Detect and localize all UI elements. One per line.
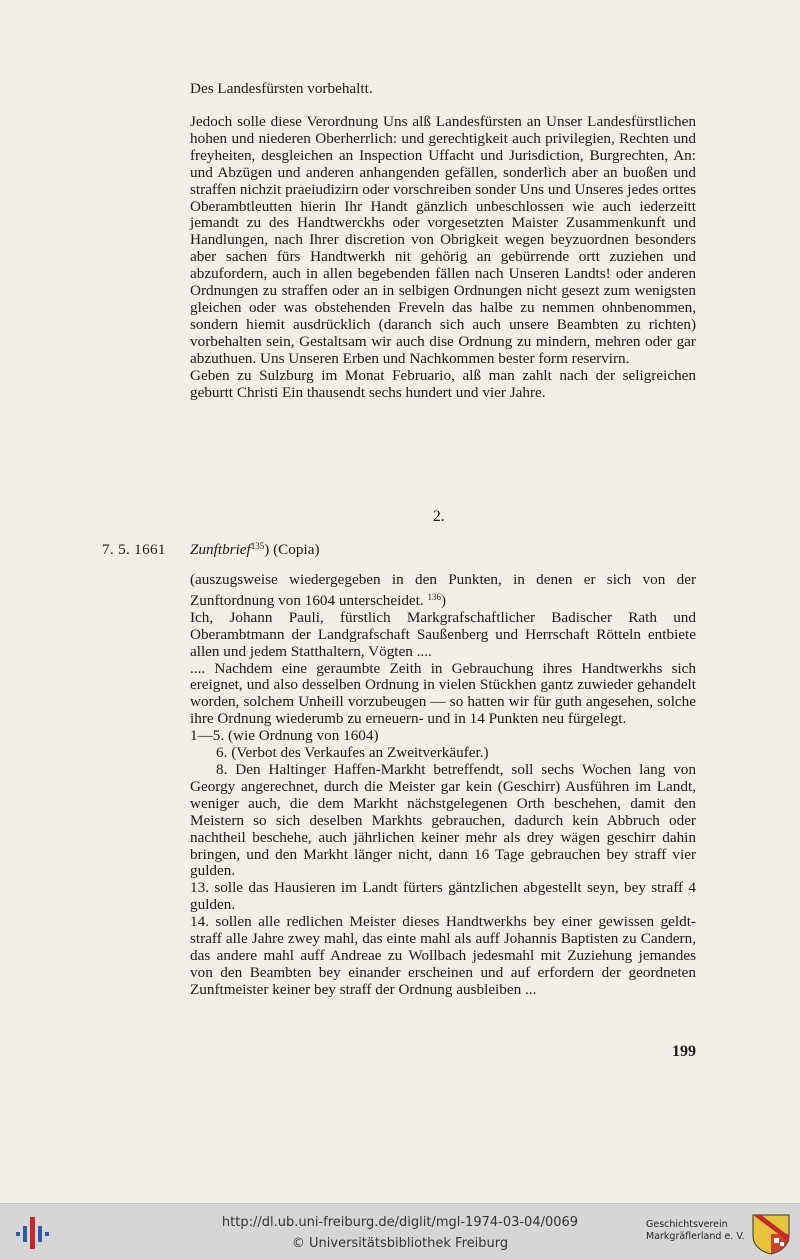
item-13: 13. solle das Hausieren im Landt fürters gäntzlichen abgestellt seyn, bey straff 4 gulden.	[190, 879, 696, 914]
header-line: Des Landesfürsten vorbehaltt.	[190, 80, 373, 97]
entry-title-suffix: ) (Copia)	[264, 541, 320, 558]
item-14: 14. sollen alle redlichen Meister dieses Handtwerkhs bey einer gewissen geldt-straff alle Jahre zwey mahl, das einte mahl als auff Johannis Baptisten zu Candern, das andere mahl auff Andreae zu Wollbach jedesmahl mit Zuziehung jemandes von den Beambten bey einander erscheinen und auf erfordern der geordneten Zunftmeister keiner bey straff der Ordnung ausbleiben ...	[190, 913, 696, 998]
paragraph-pauli: Ich, Johann Pauli, fürstlich Markgrafschaftlicher Badischer Rath und Oberambtmann der Landgrafschaft Saußenberg und Herrschaft Rötteln entbiete allen und jedem Statthaltern, Vögten ....	[190, 608, 696, 660]
ordinance-body	[190, 114, 696, 401]
viewer-footer	[0, 1203, 800, 1259]
section-number: 2.	[433, 508, 445, 525]
paragraph-nachdem: .... Nachdem eine geraumbte Zeith in Gebrauchung ihres Handtwerkhs sich ereignet, und also desselben Ordnung in vielen Stückhen gantz zuwieder gehandelt worden, solchem Unheill vorzubeugen — so hatten wir für guth angesehen, solche ihre Ordnung wiederumb zu erneuern- und in 14 Punkten neu fürgelegt.	[190, 659, 696, 728]
copyright-text: © Universitätsbibliothek Freiburg	[291, 1236, 509, 1251]
entry-title: Zunftbrief	[190, 541, 251, 558]
coat-of-arms-icon[interactable]	[750, 1212, 792, 1256]
intro-close: )	[440, 591, 447, 609]
society-name[interactable]	[646, 1219, 745, 1243]
footnote-ref-136[interactable]: 136	[427, 591, 441, 602]
paragraph-reservation: Jedoch solle diese Verordnung Uns alß Landesfürsten an Unser Landesfürstlichen hohen und niederen Oberherrlich: und gerechtigkeit auch privilegien, Rechten und freyheiten, desgleichen an Inspection Uffacht und Jurisdiction, Burgrechten, An: und Abzügen und anderen anhangenden gefällen, sonderlich aber an buoßen und straffen nichzit praeiudizirn oder vorschreiben sonder Uns und Unseres jedes orttes Oberambtleutten hierin Ihr Handt gänzlich unbeschlossen wie auch iederzeitt jemandt zu des Handtwerckhs oder vorgesetzten Maister Zusammenkunft und Handlungen, nach Ihrer discretion von Obrigkeit wegen beyzuordnen besonders aber sachen fürs Handtwerkh nit gehörig an gebürrende ortt zuziehen und abzufordern, auch in allen begebenden fällen nach Unseren Landts! oder anderen Ordnungen zu straffen oder an in selbigen Ordnungen nicht gesezt zum wenigsten gleichen oder was obstehenden Freveln das halbe zu nemmen ohnbenommen, sondern hiemit ausdrücklich (daranch sich auch unsere Beambten zu richten) vorbehalten sein, Gestaltsam wir auch dise Ordnung zu mindern, mehren oder gar abzuthuen. Uns Unseren Erben und Nachkommen bester form reservirn.	[190, 113, 696, 367]
society-line-2: Markgräflerland e. V.	[646, 1231, 745, 1242]
entry-date: 7. 5. 1661	[102, 541, 166, 558]
source-url-link[interactable]: http://dl.ub.uni-freiburg.de/diglit/mgl-1974-03-04/0069	[221, 1215, 579, 1230]
item-6: 6. (Verbot des Verkaufes an Zweitverkäufer.)	[216, 744, 489, 762]
entry-title-line	[190, 541, 320, 559]
item-8: 8. Den Haltinger Haffen-Markht betreffendt, soll sechs Wochen lang von Georgy angerechnet, durch die Meister gar kein (Geschirr) Ausführen im Landt, weniger auch, die dem Markht nächstgelegenen Orth beschehen, damit den Meistern so sich deselben Markhts gebrauchen, dadurch kein Abbruch oder nachtheil beschehe, auch jährlichen keiner mehr als drey wägen geschirr dahin bringen, und den Markht länger nicht, dann 16 Tage gebrauchen bey straff vier gulden.	[190, 760, 696, 880]
zunftbrief-body	[190, 572, 696, 999]
footnote-ref-135[interactable]: 135	[250, 541, 265, 551]
society-line-1: Geschichtsverein	[646, 1219, 728, 1230]
item-1-5: 1—5. (wie Ordnung von 1604)	[190, 727, 379, 745]
intro-text: (auszugsweise wiedergegeben in den Punkten, in denen er sich von der Zunftordnung von 1604 unterscheidet.	[190, 571, 696, 609]
intro-note	[190, 572, 696, 610]
page-number: 199	[672, 1043, 696, 1060]
paragraph-dated: Geben zu Sulzburg im Monat Februario, alß man zahlt nach der seligreichen geburtt Christi Ein thausendt sechs hundert und vier Jahre.	[190, 366, 696, 401]
